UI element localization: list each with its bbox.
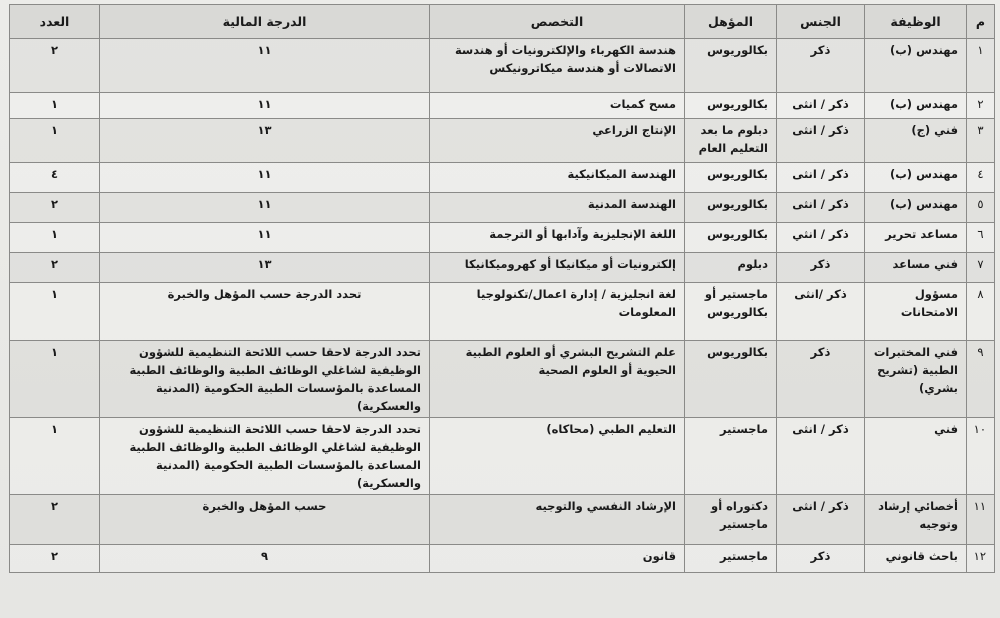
cell-title: فني المختبرات الطبية (تشريح بشري) <box>865 341 967 418</box>
cell-num: ٩ <box>967 341 995 418</box>
cell-grade: ١٣ <box>100 119 430 163</box>
cell-count: ٢ <box>10 193 100 223</box>
cell-grade: حسب المؤهل والخبرة <box>100 495 430 545</box>
table-body <box>10 39 995 573</box>
cell-title: فني <box>865 418 967 495</box>
table-row <box>10 418 995 495</box>
cell-num: ٢ <box>967 93 995 119</box>
table-row <box>10 283 995 341</box>
cell-gender: ذكر /انثى <box>777 283 865 341</box>
cell-qualification: ماجستير <box>685 545 777 573</box>
header-title: الوظيفة <box>865 5 967 39</box>
jobs-table <box>9 4 995 573</box>
cell-count: ١ <box>10 119 100 163</box>
cell-count: ٢ <box>10 39 100 93</box>
cell-specialization: الإنتاج الزراعي <box>430 119 685 163</box>
cell-grade: ١١ <box>100 39 430 93</box>
cell-gender: ذكر / انثى <box>777 418 865 495</box>
cell-gender: ذكر / انثى <box>777 93 865 119</box>
cell-count: ٢ <box>10 545 100 573</box>
cell-title: مهندس (ب) <box>865 93 967 119</box>
cell-qualification: بكالوريوس <box>685 163 777 193</box>
cell-qualification: دبلوم ما بعد التعليم العام <box>685 119 777 163</box>
header-num: م <box>967 5 995 39</box>
table-row <box>10 93 995 119</box>
cell-qualification: بكالوريوس <box>685 39 777 93</box>
cell-title: مهندس (ب) <box>865 163 967 193</box>
cell-specialization: الهندسة المدنية <box>430 193 685 223</box>
cell-specialization: اللغة الإنجليزية وآدابها أو الترجمة <box>430 223 685 253</box>
cell-gender: ذكر / انثي <box>777 223 865 253</box>
cell-qualification: بكالوريوس <box>685 341 777 418</box>
cell-qualification: ماجستير <box>685 418 777 495</box>
cell-gender: ذكر <box>777 39 865 93</box>
cell-qualification: دكتوراه أو ماجستير <box>685 495 777 545</box>
cell-grade: ١١ <box>100 223 430 253</box>
table-row <box>10 163 995 193</box>
cell-num: ٨ <box>967 283 995 341</box>
cell-specialization: مسح كميات <box>430 93 685 119</box>
table-row <box>10 119 995 163</box>
cell-grade: تحدد الدرجة لاحقا حسب اللائحة التنظيمية للشؤون الوظيفية لشاغلي الوظائف الطبية والوظائف الطبية المساعدة بالمؤسسات الطبية الحكومية (المدنية والعسكرية) <box>100 341 430 418</box>
cell-gender: ذكر <box>777 341 865 418</box>
cell-title: باحث قانوني <box>865 545 967 573</box>
cell-grade: تحدد الدرجة حسب المؤهل والخبرة <box>100 283 430 341</box>
cell-num: ١١ <box>967 495 995 545</box>
header-row <box>10 5 995 39</box>
cell-title: مهندس (ب) <box>865 39 967 93</box>
header-gender: الجنس <box>777 5 865 39</box>
header-specialization: التخصص <box>430 5 685 39</box>
cell-specialization: التعليم الطبي (محاكاه) <box>430 418 685 495</box>
cell-qualification: بكالوريوس <box>685 223 777 253</box>
cell-grade: ٩ <box>100 545 430 573</box>
cell-grade: تحدد الدرجة لاحقا حسب اللائحة التنظيمية للشؤون الوظيفية لشاغلي الوظائف الطبية والوظائف الطبية المساعدة بالمؤسسات الطبية الحكومية (المدنية والعسكرية) <box>100 418 430 495</box>
cell-title: مساعد تحرير <box>865 223 967 253</box>
table-row <box>10 193 995 223</box>
cell-specialization: الإرشاد النفسي والتوجيه <box>430 495 685 545</box>
cell-num: ٥ <box>967 193 995 223</box>
cell-specialization: علم التشريح البشري أو العلوم الطبية الحيوية أو العلوم الصحية <box>430 341 685 418</box>
cell-gender: ذكر <box>777 253 865 283</box>
cell-grade: ١٣ <box>100 253 430 283</box>
cell-count: ١ <box>10 283 100 341</box>
cell-count: ١ <box>10 418 100 495</box>
cell-grade: ١١ <box>100 93 430 119</box>
cell-qualification: بكالوريوس <box>685 93 777 119</box>
cell-count: ٤ <box>10 163 100 193</box>
header-grade: الدرجة المالية <box>100 5 430 39</box>
cell-specialization: قانون <box>430 545 685 573</box>
cell-specialization: هندسة الكهرباء والإلكترونيات أو هندسة الاتصالات أو هندسة ميكاترونيكس <box>430 39 685 93</box>
table-row <box>10 495 995 545</box>
cell-gender: ذكر <box>777 545 865 573</box>
cell-gender: ذكر / انثى <box>777 119 865 163</box>
cell-num: ١ <box>967 39 995 93</box>
table-row <box>10 545 995 573</box>
header-count: العدد <box>10 5 100 39</box>
cell-grade: ١١ <box>100 193 430 223</box>
cell-title: فني (ج) <box>865 119 967 163</box>
table-row <box>10 223 995 253</box>
cell-num: ٤ <box>967 163 995 193</box>
cell-count: ١ <box>10 93 100 119</box>
table-header <box>10 5 995 39</box>
cell-qualification: بكالوريوس <box>685 193 777 223</box>
table-row <box>10 253 995 283</box>
cell-gender: ذكر / انثى <box>777 495 865 545</box>
cell-qualification: ماجستير أو بكالوريوس <box>685 283 777 341</box>
table-row <box>10 341 995 418</box>
cell-num: ١٢ <box>967 545 995 573</box>
cell-specialization: الهندسة الميكانيكية <box>430 163 685 193</box>
cell-gender: ذكر / انثى <box>777 163 865 193</box>
cell-num: ١٠ <box>967 418 995 495</box>
cell-specialization: إلكترونيات أو ميكانيكا أو كهروميكانيكا <box>430 253 685 283</box>
cell-grade: ١١ <box>100 163 430 193</box>
table-row <box>10 39 995 93</box>
cell-num: ٦ <box>967 223 995 253</box>
cell-count: ٢ <box>10 253 100 283</box>
cell-qualification: دبلوم <box>685 253 777 283</box>
cell-count: ٢ <box>10 495 100 545</box>
cell-count: ١ <box>10 341 100 418</box>
cell-specialization: لغة انجليزية / إدارة اعمال/تكنولوجيا المعلومات <box>430 283 685 341</box>
cell-title: فني مساعد <box>865 253 967 283</box>
cell-num: ٧ <box>967 253 995 283</box>
cell-count: ١ <box>10 223 100 253</box>
header-qualification: المؤهل <box>685 5 777 39</box>
cell-title: مسؤول الامتحانات <box>865 283 967 341</box>
cell-gender: ذكر / انثى <box>777 193 865 223</box>
cell-title: مهندس (ب) <box>865 193 967 223</box>
cell-num: ٣ <box>967 119 995 163</box>
cell-title: أخصائي إرشاد وتوجيه <box>865 495 967 545</box>
